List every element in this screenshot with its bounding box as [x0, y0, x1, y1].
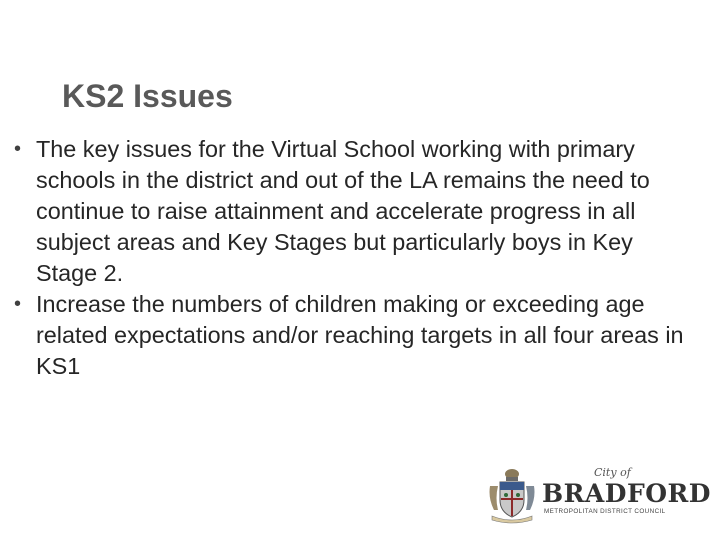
logo-council-text: METROPOLITAN DISTRICT COUNCIL	[544, 508, 666, 515]
logo-city-of-text: City of	[594, 466, 631, 479]
bullet-text: Increase the numbers of children making or exceeding age related expectations and/or reaching targets in all four areas in KS1	[36, 291, 684, 379]
bradford-council-logo	[486, 466, 711, 526]
bullet-item	[14, 134, 694, 289]
bullet-marker: •	[14, 293, 22, 315]
logo-city-name: BRADFORD	[542, 479, 711, 508]
slide-title: KS2 Issues	[62, 78, 233, 114]
bullet-item	[14, 289, 694, 382]
bullet-list	[14, 134, 694, 382]
bullet-text: The key issues for the Virtual School working with primary schools in the district and out of the LA remains the need to continue to raise attainment and accelerate progress in all subject areas and Key Stages but particularly boys in Key Stage 2.	[36, 136, 650, 286]
bullet-marker: •	[14, 138, 22, 160]
coat-of-arms-icon	[486, 466, 538, 524]
